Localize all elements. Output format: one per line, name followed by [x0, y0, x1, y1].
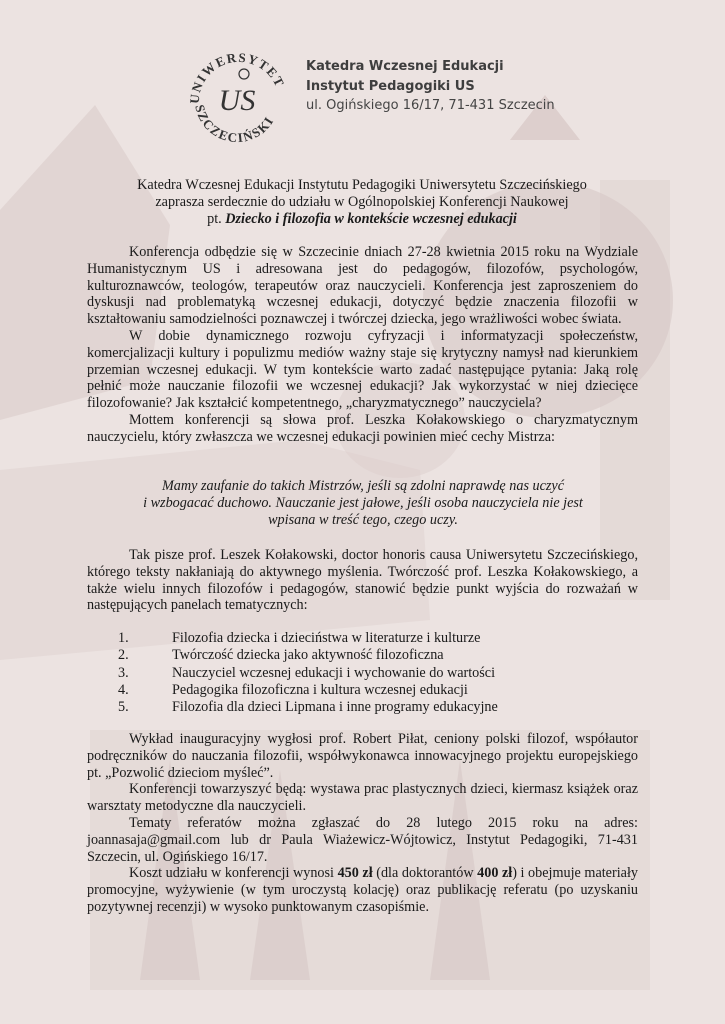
list-item	[118, 630, 498, 647]
paragraph-motto: Mottem konferencji są słowa prof. Leszka Kołakowskiego o charyzmatycznym nauczycielu, który zwłaszcza we wczesnej edukacji powinien mieć cechy Mistrza:	[87, 411, 638, 445]
intro-line-2: zaprasza serdecznie do udziału w Ogólnopolskiej Konferencji Naukowej	[155, 193, 569, 210]
paragraph-panels-intro: Tak pisze prof. Leszek Kołakowski, doctor honoris causa Uniwersytetu Szczecińskiego, którego teksty nakłaniają do aktywnego myślenia. Twórczość prof. Leszka Kołakowskiego, a także wielu innych filozofów i pedagogów, stanowić będzie punkt wyjścia do rozważań w następujących panelach tematycznych:	[87, 547, 638, 614]
body-section-top	[87, 244, 638, 446]
list-item	[118, 647, 498, 664]
quote-line-1: Mamy zaufanie do takich Mistrzów, jeśli są zdolni naprawdę nas uczyć	[161, 478, 565, 494]
list-item-text: Filozofia dla dzieci Lipmana i inne programy edukacyjne	[172, 699, 498, 716]
conference-title: Dziecko i filozofia w kontekście wczesnej edukacji	[225, 210, 517, 227]
body-section-middle	[87, 547, 638, 614]
list-item-text: Twórczość dziecka jako aktywność filozoficzna	[172, 647, 444, 664]
invitation-intro	[122, 177, 602, 227]
quote-line-2: i wzbogacać duchowo. Nauczanie jest jałowe, jeśli osoba nauczyciela nie jest	[143, 494, 583, 511]
list-item	[118, 665, 498, 682]
list-item-number: 2.	[118, 647, 129, 664]
department-name: Katedra Wczesnej Edukacji	[306, 59, 504, 74]
intro-title-prefix: pt.	[207, 210, 226, 227]
list-item-number: 4.	[118, 681, 129, 698]
institute-address: ul. Ogińskiego 16/17, 71-431 Szczecin	[306, 98, 555, 113]
fee-amount: 450 zł	[337, 865, 373, 882]
fee-text-a: Koszt udziału w konferencji wynosi	[129, 865, 338, 882]
institute-name: Instytut Pedagogiki US	[306, 78, 475, 94]
list-item-number: 3.	[118, 664, 129, 681]
fee-text-b: (dla doktorantów	[372, 865, 478, 882]
fee-text-c: ) i obejmuje materiały promocyjne, wyżywienie (w tym uroczystą kolację) oraz publikację referatu (po uzyskaniu pozytywnej recenzji) w wysoko punktowanym czasopiśmie.	[87, 865, 638, 915]
list-item	[118, 682, 498, 699]
paragraph-conference-info: Konferencja odbędzie się w Szczecinie dniach 27-28 kwietnia 2015 roku na Wydziale Humanistycznym US i adresowana jest do pedagogów, filozofów, psychologów, kulturoznawców, teologów, terapeutów oraz nauczycieli. Konferencja jest zaproszeniem do dyskusji nad problematyką wczesnej edukacji, dotyczyć będzie znaczenia filozofii w kształtowaniu samodzielności poznawczej i twórczej dziecka, jego wrażliwości wobec świata.	[87, 244, 638, 328]
paragraph-submission: Tematy referatów można zgłaszać do 28 lutego 2015 roku na adres: joannasaja@gmail.com lub dr Paula Wiażewicz-Wójtowicz, Instytut Pedagogiki, 71-431 Szczecin, ul. Ogińskiego 16/17.	[87, 814, 638, 865]
kolakowski-quote	[120, 478, 606, 528]
fee-amount-phd: 400 zł	[477, 865, 513, 882]
list-item-text: Pedagogika filozoficzna i kultura wczesnej edukacji	[172, 681, 468, 698]
department-header	[306, 57, 555, 116]
logo-arc-bottom-text: SZCZECIŃSKI	[192, 103, 277, 146]
list-item-number: 1.	[118, 630, 129, 646]
logo-mark: US	[218, 84, 256, 117]
list-item	[118, 699, 498, 716]
paragraph-accompanying-events: Konferencji towarzyszyć będą: wystawa prac plastycznych dzieci, kiermasz książek oraz warsztaty metodyczne dla nauczycieli.	[87, 781, 638, 815]
logo-arc-top-text: UNIWERSYTET	[186, 49, 288, 105]
body-section-bottom	[87, 731, 638, 916]
paragraph-questions: W dobie dynamicznego rozwoju cyfryzacji i informatyzacji społeczeństw, komercjalizacji kultury i populizmu mediów ważny staje się krytyczny namysł nad kierunkiem przemian wczesnej edukacji. W tym kontekście warto zadać następujące pytania: Jaką rolę pełnić może nauczanie filozofii we wczesnej edukacji? Jak wykorzystać w niej dziecięce filozofowanie? Jak kształcić kompetentnego, „charyzmatycznego” nauczyciela?	[87, 327, 638, 412]
paragraph-fee	[87, 865, 638, 915]
list-item-text: Filozofia dziecka i dzieciństwa w literaturze i kulturze	[172, 630, 481, 646]
quote-line-3: wpisana w treść tego, czego uczy.	[268, 511, 458, 528]
university-logo	[183, 44, 291, 152]
intro-title-line	[122, 211, 602, 228]
list-item-number: 5.	[118, 699, 129, 716]
intro-line-1: Katedra Wczesnej Edukacji Instytutu Pedagogiki Uniwersytetu Szczecińskiego	[137, 177, 587, 193]
paragraph-inaugural-lecture: Wykład inauguracyjny wygłosi prof. Robert Piłat, ceniony polski filozof, współautor podręczników do nauczania filozofii, współwykonawca innowacyjnego projektu europejskiego pt. „Pozwolić dzieciom myśleć”.	[87, 731, 638, 781]
list-item-text: Nauczyciel wczesnej edukacji i wychowanie do wartości	[172, 664, 496, 681]
thematic-panels-list	[118, 630, 498, 716]
